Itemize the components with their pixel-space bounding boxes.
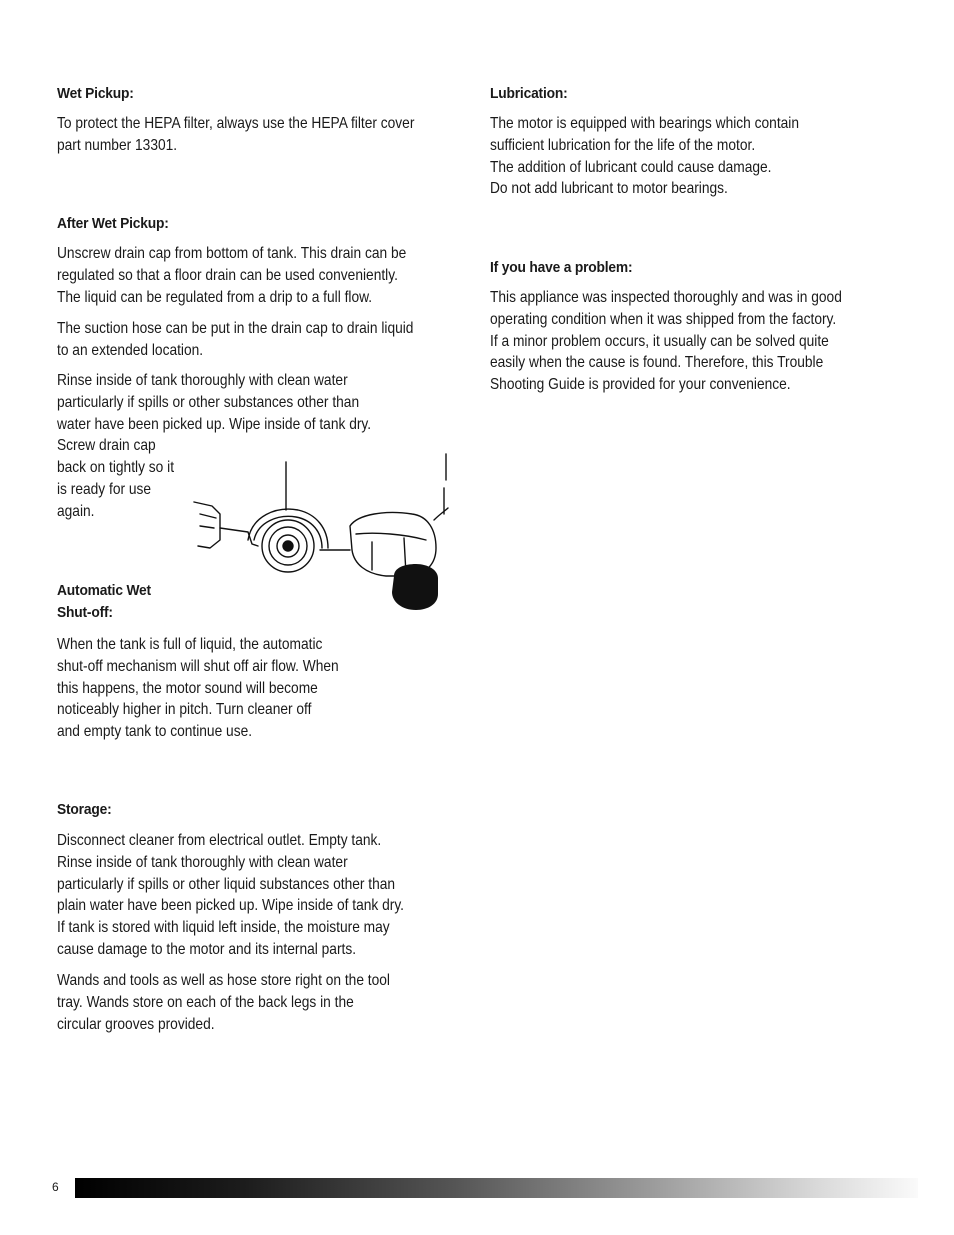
body-outline (194, 502, 220, 548)
text-line: back on tightly so it (57, 459, 175, 477)
text-line: and empty tank to continue use. (57, 723, 253, 741)
text-line: to an extended location. (57, 341, 204, 359)
text-line: again. (57, 502, 95, 520)
wet-pickup-heading: Wet Pickup: (57, 85, 134, 102)
text-line: part number 13301. (57, 136, 178, 154)
text-line: sufficient lubrication for the life of the motor. (490, 136, 756, 154)
text-line: shut-off mechanism will shut off air flow. When (57, 657, 339, 675)
text-line: Rinse inside of tank thoroughly with clean water (57, 372, 348, 389)
text-line: Shooting Guide is provided for your convenience. (490, 376, 791, 394)
drain-cap-illustration (190, 450, 452, 612)
heading-line: Shut-off: (57, 604, 113, 621)
text-line: Screw drain cap (57, 437, 156, 455)
wheel-axle (283, 541, 293, 551)
text-line: tray. Wands store on each of the back legs in the (57, 993, 354, 1011)
text-line: easily when the cause is found. Therefore, this Trouble (490, 354, 824, 372)
text-line: The motor is equipped with bearings which contain (490, 115, 800, 132)
wet-pickup-text (57, 113, 414, 157)
text-line: If tank is stored with liquid left inside, the moisture may (57, 919, 390, 937)
frame-line (220, 528, 258, 546)
text-line: To protect the HEPA filter, always use the HEPA filter cover (57, 115, 415, 132)
text-line: operating condition when it was shipped from the factory. (490, 310, 837, 328)
after-wet-pickup-para1 (57, 243, 406, 308)
text-line: cause damage to the motor and its internal parts. (57, 940, 357, 958)
text-line: particularly if spills or other substances other than (57, 393, 360, 411)
text-line: The liquid can be regulated from a drip to a full flow. (57, 288, 373, 306)
text-line: circular grooves provided. (57, 1015, 215, 1033)
text-line: water have been picked up. Wipe inside of tank dry. (57, 415, 372, 433)
text-line: If a minor problem occurs, it usually can be solved quite (490, 332, 829, 350)
storage-heading: Storage: (57, 801, 112, 818)
text-line: When the tank is full of liquid, the automatic (57, 636, 323, 653)
text-line: particularly if spills or other liquid substances other than (57, 875, 396, 893)
automatic-shutoff-heading (57, 580, 151, 624)
text-line: Wands and tools as well as hose store right on the tool (57, 972, 390, 989)
text-line: regulated so that a floor drain can be used conveniently. (57, 266, 398, 284)
text-line: Disconnect cleaner from electrical outlet. Empty tank. (57, 832, 382, 849)
drain-cap-icon (392, 564, 438, 610)
footer-gradient-bar (75, 1178, 918, 1198)
text-line: plain water have been picked up. Wipe inside of tank dry. (57, 897, 405, 915)
text-line: Unscrew drain cap from bottom of tank. This drain can be (57, 245, 407, 262)
problem-text (490, 287, 842, 396)
text-line: The addition of lubricant could cause damage. (490, 158, 772, 176)
body-detail (200, 526, 214, 528)
after-wet-pickup-para2 (57, 318, 413, 362)
heading-line: Automatic Wet (57, 582, 151, 599)
body-detail (200, 514, 216, 518)
after-wet-pickup-heading: After Wet Pickup: (57, 215, 169, 232)
lubrication-heading: Lubrication: (490, 85, 568, 102)
text-line: this happens, the motor sound will become (57, 679, 318, 697)
storage-para1 (57, 830, 404, 961)
text-line: noticeably higher in pitch. Turn cleaner off (57, 701, 312, 719)
tank-detail (434, 508, 448, 520)
text-line: Rinse inside of tank thoroughly with clean water (57, 853, 348, 871)
automatic-shutoff-text (57, 634, 339, 743)
page-number: 6 (52, 1180, 59, 1194)
lubrication-text (490, 113, 799, 200)
text-line: is ready for use (57, 480, 152, 498)
text-line: The suction hose can be put in the drain cap to drain liquid (57, 320, 414, 337)
tank-detail (356, 533, 426, 540)
storage-para2 (57, 970, 390, 1035)
problem-heading: If you have a problem: (490, 259, 633, 276)
text-line: This appliance was inspected thoroughly and was in good (490, 289, 842, 306)
text-line: Do not add lubricant to motor bearings. (490, 180, 728, 198)
